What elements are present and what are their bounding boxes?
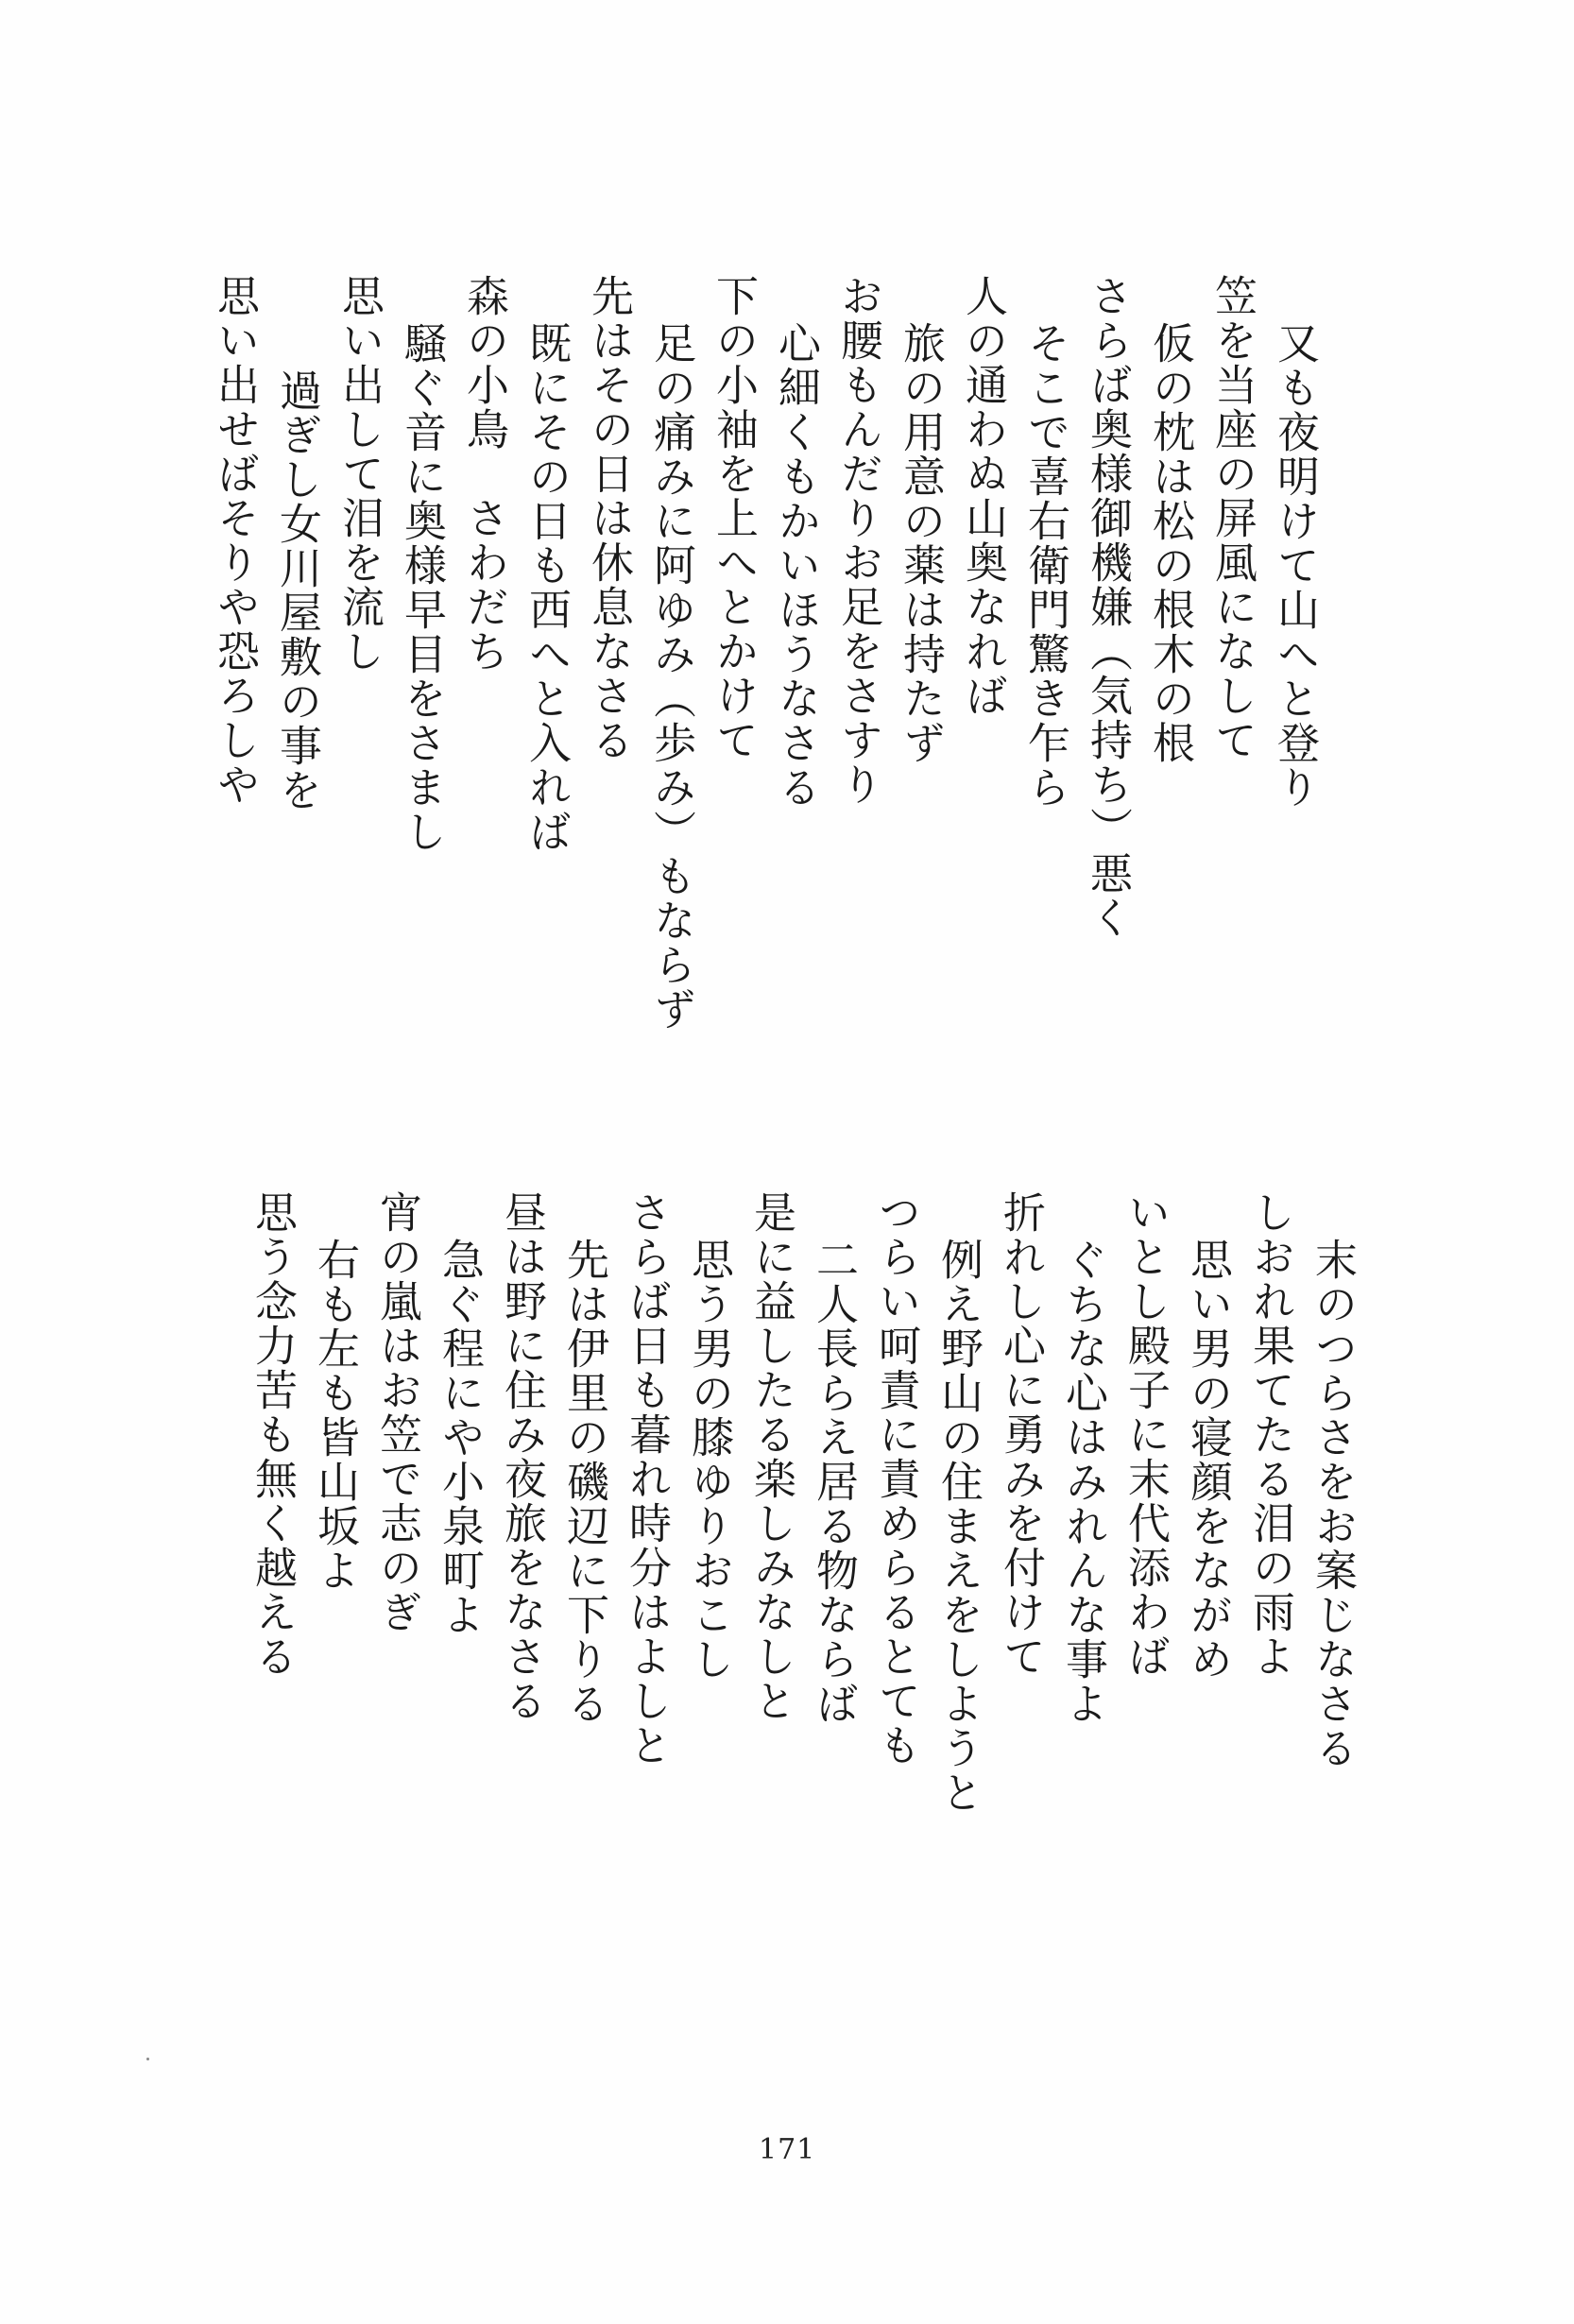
verse-line: 例え野山の住まえをしようと [933,1238,984,1815]
verse-line: 笠を当座の屏風になして [1207,274,1257,762]
verse-line: 先はその日は休息なさる [584,274,634,762]
verse-line: 過ぎし女川屋敷の事を [272,368,322,812]
verse-line: 心細くもかいほうなさる [771,321,821,810]
verse-line: 思う男の膝ゆりおこし [684,1238,734,1682]
verse-line: 二人長らえ居る物ならば [809,1238,859,1726]
verse-line: お腰もんだりお足をさすり [833,274,883,807]
page-number: 171 [759,2133,816,2166]
verse-line: 折れし心に勇みを付けて [996,1190,1046,1679]
verse-line: つらい呵責に責めらるとても [871,1190,921,1768]
verse-line: 人の通わぬ山奥なれば [958,274,1008,718]
verse-line: 先は伊里の磯辺に下りる [559,1238,609,1726]
verse-line: ぐちな心はみれんな事よ [1058,1238,1108,1726]
verse-line: いとし殿子に末代添わば [1121,1190,1171,1679]
verse-line: 急ぐ程にや小泉町よ [435,1238,485,1637]
verse-line: 下の小袖を上へとかけて [709,274,759,762]
verse-line: 思い出せばそりや恐ろしや [210,274,260,807]
verse-line: 又も夜明けて山へと登り [1270,321,1320,810]
verse-line: 思う念力苦も無く越える [248,1190,298,1679]
verse-line: 宵の嵐はお笠で志のぎ [372,1190,422,1634]
verse-line: 末のつらさをお案じなさる [1308,1238,1358,1770]
verse-line: 思い出して泪を流し [334,274,385,674]
verse-line: そこで喜右衛門驚き乍ら [1020,321,1070,810]
verse-line: さらば奥様御機嫌（気持ち）悪く [1083,274,1133,940]
verse-line: 右も左も皆山坂よ [310,1238,360,1593]
verse-line: さらば日も暮れ時分はよしと [622,1190,672,1768]
verse-line: 足の痛みに阿ゆみ（歩み）もならず [646,321,696,1032]
paper-speck [146,2058,149,2060]
verse-line: しおれ果てたる泪の雨よ [1245,1190,1295,1679]
verse-line: 是に益したる楽しみなしと [746,1190,796,1723]
verse-line: 騒ぐ音に奥様早目をさまし [397,321,447,854]
verse-line: 森の小鳥 さわだち [459,274,509,674]
verse-line: 仮の枕は松の根木の根 [1145,321,1195,765]
verse-line: 既にその日も西へと入れば [522,321,572,854]
verse-line: 旅の用意の薬は持たず [896,321,946,765]
verse-line: 思い男の寝顔をながめ [1183,1238,1233,1682]
lower-verse-block [231,1190,1358,1815]
upper-verse-block [194,274,1320,1032]
verse-line: 昼は野に住み夜旅をなさる [497,1190,547,1723]
